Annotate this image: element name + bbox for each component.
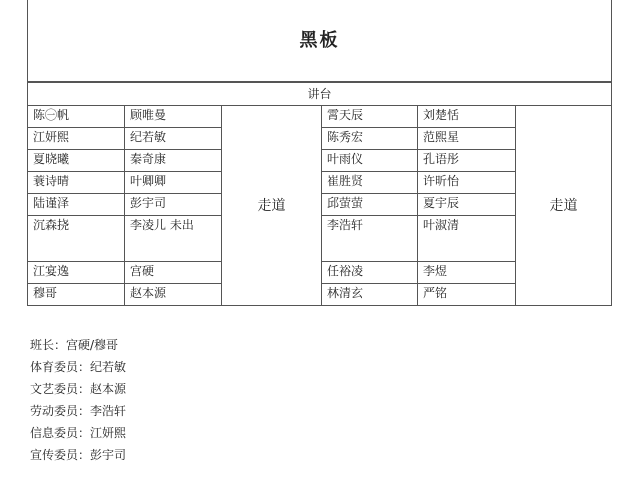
seat: 赵本源 <box>124 283 222 306</box>
aisle-left: 走道 <box>221 105 322 306</box>
seat: 沉森挠 <box>27 215 125 262</box>
role-sports: 体育委员：纪若敏 <box>30 360 127 374</box>
seat: 叶卿卿 <box>124 171 222 194</box>
seat: 秦奇康 <box>124 149 222 172</box>
seat: 孔语彤 <box>417 149 516 172</box>
blackboard-label: 黑板 <box>27 0 612 82</box>
seat: 叶淑清 <box>417 215 516 262</box>
role-class-monitor: 班长：宫硬/穆哥 <box>30 338 119 352</box>
seat: 蓑诗晴 <box>27 171 125 194</box>
seat: 陈㊀帆 <box>27 105 125 128</box>
seat: 夏宇辰 <box>417 193 516 216</box>
role-labor: 劳动委员：李浩轩 <box>30 404 127 418</box>
seat: 纪若敏 <box>124 127 222 150</box>
seat: 崔胜贤 <box>321 171 418 194</box>
seat: 许昕怡 <box>417 171 516 194</box>
aisle-right: 走道 <box>515 105 612 306</box>
seat: 严铭 <box>417 283 516 306</box>
seat: 邱萤萤 <box>321 193 418 216</box>
seat: 叶雨仪 <box>321 149 418 172</box>
seat: 彭宇司 <box>124 193 222 216</box>
seat: 范熙星 <box>417 127 516 150</box>
seat: 任裕凌 <box>321 261 418 284</box>
role-information: 信息委员：江妍熙 <box>30 426 127 440</box>
seat: 江宴逸 <box>27 261 125 284</box>
role-list <box>30 334 126 466</box>
seat: 刘楚恬 <box>417 105 516 128</box>
seat: 陆谨泽 <box>27 193 125 216</box>
seat: 霄天辰 <box>321 105 418 128</box>
seat: 陈秀宏 <box>321 127 418 150</box>
seat: 顾唯曼 <box>124 105 222 128</box>
seat: 夏晓曦 <box>27 149 125 172</box>
seat: 李凌儿 未出 <box>124 215 222 262</box>
role-arts: 文艺委员：赵本源 <box>30 382 127 396</box>
podium-label: 讲台 <box>27 82 612 106</box>
role-publicity: 宣传委员：彭宇司 <box>30 448 127 462</box>
seat: 宫硬 <box>124 261 222 284</box>
seat: 李煜 <box>417 261 516 284</box>
seat: 林清玄 <box>321 283 418 306</box>
seat: 穆哥 <box>27 283 125 306</box>
seat: 江妍熙 <box>27 127 125 150</box>
seat: 李浩轩 <box>321 215 418 262</box>
